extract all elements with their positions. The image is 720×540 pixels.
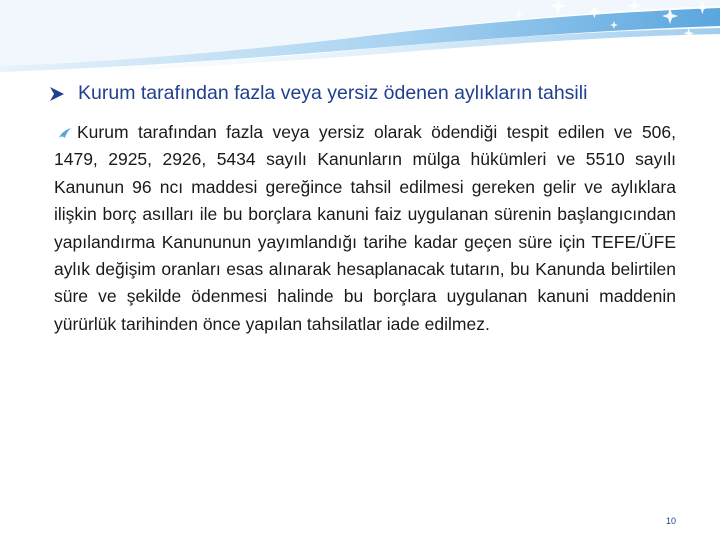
slide-title [48, 82, 708, 105]
header-wave-banner [0, 0, 720, 80]
arrow-bullet-icon [48, 85, 66, 103]
slide-title-text: Kurum tarafından fazla veya yersiz ödenen aylıkların tahsili [78, 82, 588, 104]
wing-bullet-icon [58, 127, 72, 139]
page-number: 10 [666, 516, 677, 526]
body-paragraph-text: Kurum tarafından fazla veya yersiz olarak ödendiği tespit edilen ve 506, 1479, 2925, 2926, 5434 sayılı Kanunların mülga hükümleri ve 5510 sayılı Kanunun 96 ncı maddesi gereğince tahsil edilmesi gereken gelir ve aylıklara ilişkin borç asılları ile bu borçlara kanuni faiz uygulanan sürenin başlangıcından yapılandırma Kanununun yayımlandığı tarihe kadar geçen süre için TEFE/ÜFE aylık değişim oranları esas alınarak hesaplanacak tutarın, bu Kanunda belirtilen süre ve şekilde ödenmesi halinde bu borçlara uygulanan kanuni maddenin yürürlük tarihinden önce yapılan tahsilatlar iade edilmez. [54, 122, 676, 334]
body-paragraph [54, 119, 676, 338]
